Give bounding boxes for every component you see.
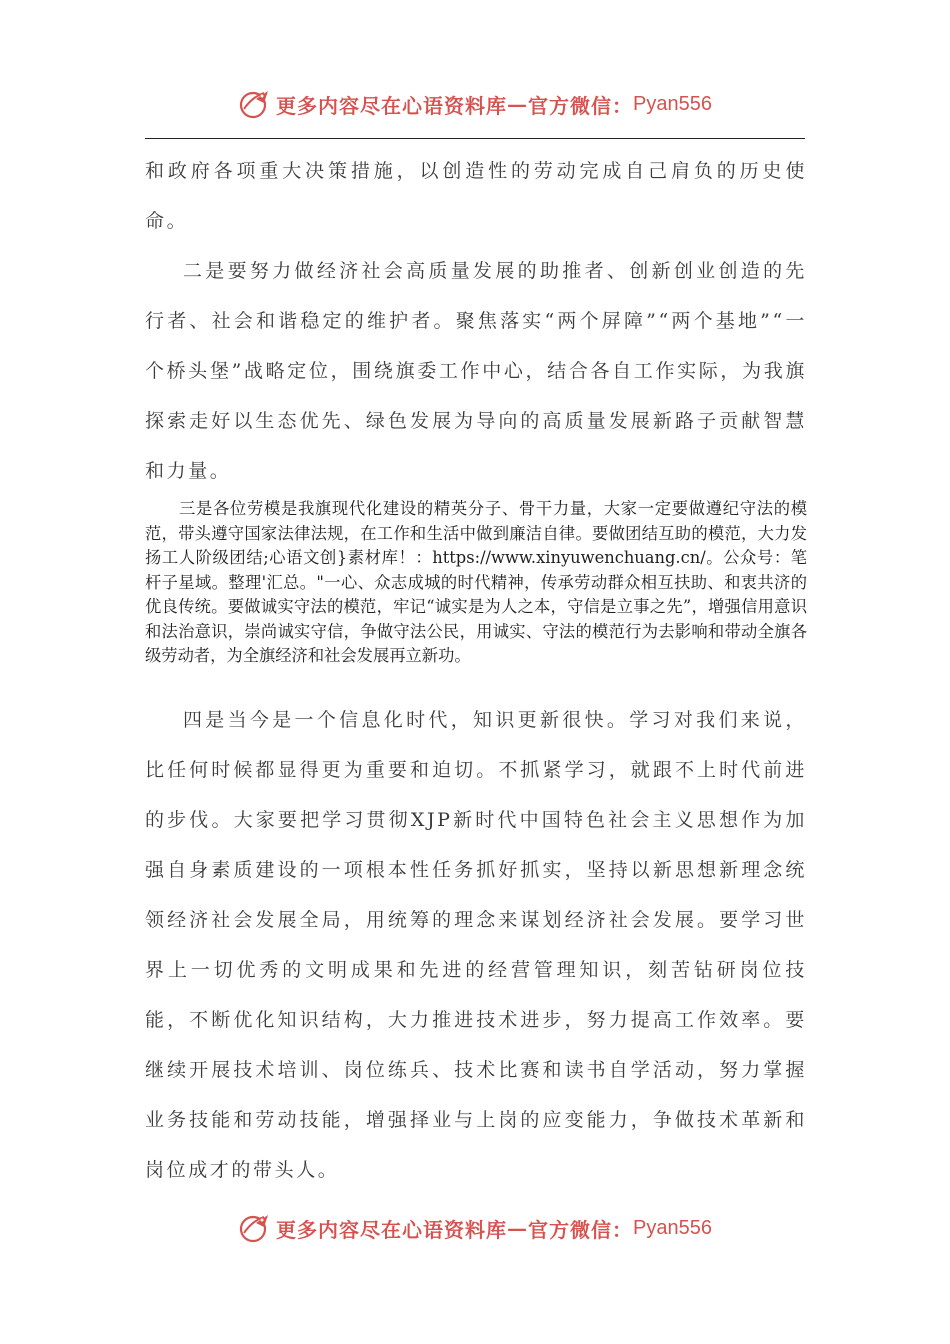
- paragraph-4: 四是当今是一个信息化时代，知识更新很快。学习对我们来说，比任何时候都显得更为重要和迫切。不抓紧学习，就跟不上时代前进的步伐。大家要把学习贯彻XJP新时代中国特色社会主义思想作为加强自身素质建设的一项根本性任务抓好抓实，坚持以新思想新理念统领经济社会发展全局，用统筹的理念来谋划经济社会发展。要学习世界上一切优秀的文明成果和先进的经营管理知识，刻苦钻研岗位技能，不断优化知识结构，大力推进技术进步，努力提高工作效率。要继续开展技术培训、岗位练兵、技术比赛和读书自学活动，努力掌握业务技能和劳动技能，增强择业与上岗的应变能力，争做技术革新和岗位成才的带头人。: [145, 709, 807, 1181]
- header-divider: [145, 138, 805, 139]
- banner-dash: —: [507, 92, 529, 116]
- paragraph-4-wrapper: [145, 695, 807, 1195]
- banner-wechat-label: 官方微信：: [528, 93, 634, 118]
- pen-nib-circle-icon: [238, 1211, 272, 1245]
- footer-wechat-label: 官方微信：: [528, 1217, 634, 1242]
- paragraph-1-wrapper: [145, 146, 807, 246]
- header-banner: [0, 84, 950, 124]
- footer-dash: —: [507, 1216, 529, 1240]
- paragraph-3-wrapper: [145, 497, 807, 669]
- paragraph-1: 和政府各项重大决策措施，以创造性的劳动完成自己肩负的历史使命。: [145, 160, 807, 232]
- paragraph-2: 二是要努力做经济社会高质量发展的助推者、创新创业创造的先行者、社会和谐稳定的维护者。聚焦落实“两个屏障”“两个基地”“一个桥头堡”战略定位，围绕旗委工作中心，结合各自工作实际，为我旗探索走好以生态优先、绿色发展为导向的高质量发展新路子贡献智慧和力量。: [145, 260, 807, 482]
- paragraph-2-wrapper: [145, 246, 807, 496]
- footer-site-name: 更多内容尽在心语资料库: [276, 1217, 508, 1242]
- footer-banner: [0, 1208, 950, 1248]
- pen-nib-circle-icon: [238, 87, 272, 121]
- banner-wechat-id: Pyan556: [633, 92, 712, 115]
- banner-site-name: 更多内容尽在心语资料库: [276, 93, 508, 118]
- paragraph-3: 三是各位劳模是我旗现代化建设的精英分子、骨干力量，大家一定要做遵纪守法的模范，带头遵守国家法律法规，在工作和生活中做到廉洁自律。要做团结互助的模范，大力发扬工人阶级团结;心语文创}素材库！：https://www.xinyuwenchuang.cn/。公众号：笔杆子星域。整理'汇总。"一心、众志成城的时代精神，传承劳动群众相互扶助、和衷共济的优良传统。要做诚实守法的模范，牢记“诚实是为人之本，守信是立事之先”，增强信用意识和法治意识，崇尚诚实守信，争做守法公民，用诚实、守法的模范行为去影响和带动全旗各级劳动者，为全旗经济和社会发展再立新功。: [145, 499, 807, 665]
- footer-wechat-id: Pyan556: [633, 1216, 712, 1239]
